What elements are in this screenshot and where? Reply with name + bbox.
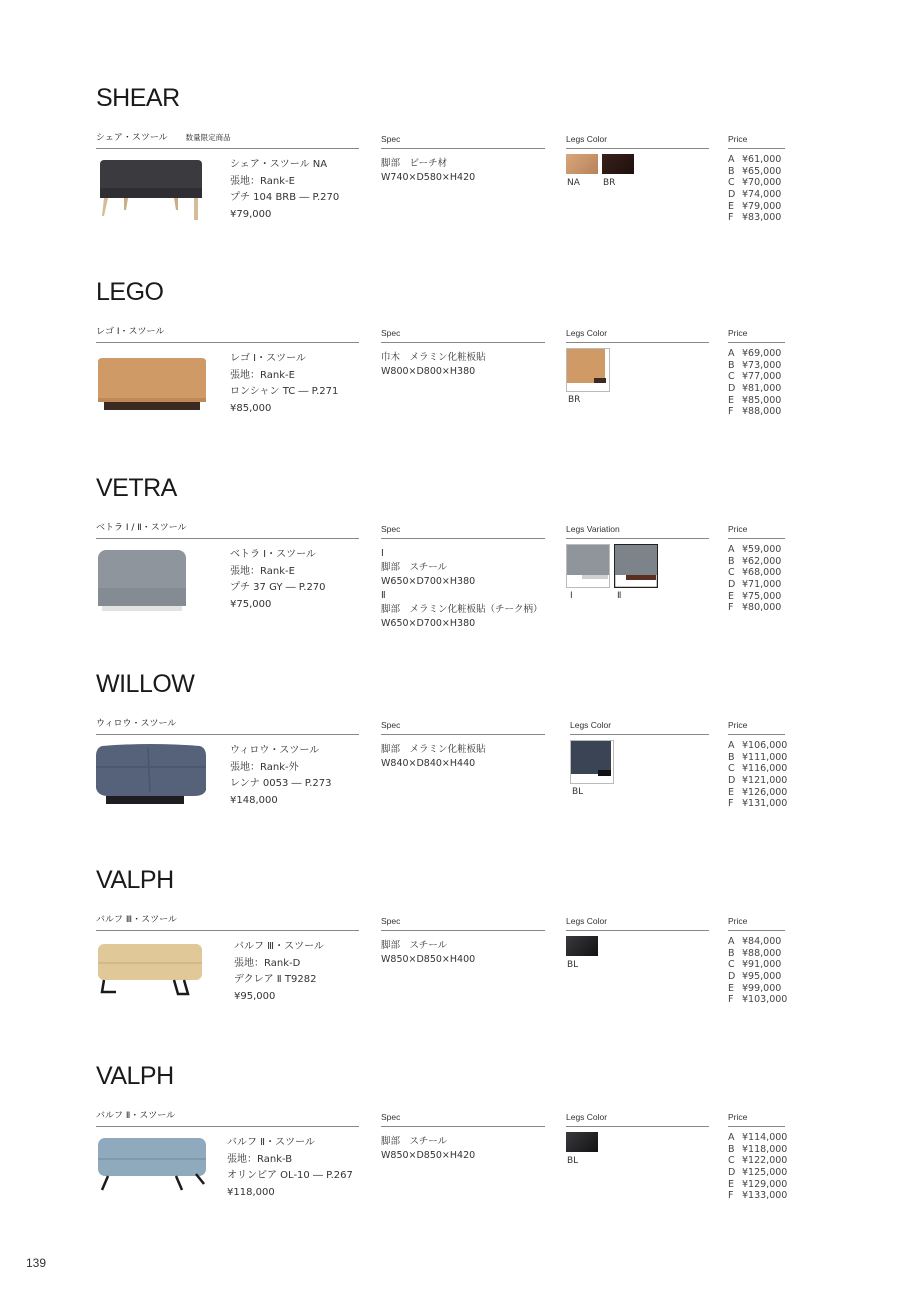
divider xyxy=(96,538,359,539)
product-name: バルフ Ⅱ・スツール xyxy=(227,1137,315,1148)
grade-price: ¥121,000 xyxy=(742,775,788,787)
product-section-valph-ii xyxy=(0,978,915,1202)
divider xyxy=(728,1126,785,1127)
legs-header: Legs Color xyxy=(566,328,608,338)
grade-price: ¥106,000 xyxy=(742,740,788,751)
grade-label: D xyxy=(728,1167,736,1179)
grade-price: ¥116,000 xyxy=(742,763,788,775)
divider xyxy=(381,148,545,149)
grade-price: ¥69,000 xyxy=(742,348,782,359)
grade-price: ¥71,000 xyxy=(742,579,782,591)
product-title: VETRA xyxy=(96,474,177,502)
grade-label: E xyxy=(728,200,735,212)
product-section-valph-iii xyxy=(0,782,915,1006)
product-name: ウィロウ・スツール xyxy=(230,745,320,756)
product-title: WILLOW xyxy=(96,670,195,698)
product-section-shear xyxy=(0,0,915,224)
divider xyxy=(96,148,359,149)
grade-price: ¥80,000 xyxy=(742,602,782,614)
grade-label: A xyxy=(728,544,735,555)
spec-line: W840×D840×H440 xyxy=(381,758,476,769)
swatch-label: BR xyxy=(603,178,616,188)
grade-price: ¥75,000 xyxy=(742,590,782,602)
product-name: レゴ Ⅰ・スツール xyxy=(230,353,306,364)
grade-price: ¥79,000 xyxy=(742,200,782,212)
grade-price: ¥88,000 xyxy=(742,947,782,959)
legs-header: Legs Color xyxy=(566,1112,608,1122)
grade-price: ¥70,000 xyxy=(742,177,782,189)
grade-label: B xyxy=(728,555,735,567)
product-price: ¥148,000 xyxy=(230,794,278,806)
product-price: ¥118,000 xyxy=(227,1186,275,1198)
product-section-lego xyxy=(0,194,915,418)
grade-price: ¥85,000 xyxy=(742,394,782,406)
spec-line: 脚部 メラミン化粧板貼（チーク柄） xyxy=(381,604,543,615)
price-row xyxy=(728,556,781,568)
grade-label: F xyxy=(728,798,734,810)
grade-price: ¥84,000 xyxy=(742,936,782,947)
divider xyxy=(728,734,785,735)
spec-header: Spec xyxy=(381,1112,401,1122)
limited-badge: 数量限定商品 xyxy=(185,133,231,142)
price-row xyxy=(728,959,787,971)
spec-details xyxy=(381,351,486,379)
spec-line: 脚部 スチール xyxy=(381,1136,448,1147)
grade-label: D xyxy=(728,971,736,983)
price-row xyxy=(728,740,787,752)
divider xyxy=(381,1126,545,1127)
spec-line: W650×D700×H380 xyxy=(381,618,476,629)
divider xyxy=(96,342,359,343)
fabric-rank: 張地：Rank-E xyxy=(230,369,295,381)
subtitle-text: シェア・スツール xyxy=(96,133,168,143)
legs-header: Legs Color xyxy=(566,134,608,144)
product-subtitle xyxy=(96,130,231,143)
divider xyxy=(570,734,709,735)
grade-price: ¥99,000 xyxy=(742,982,782,994)
divider xyxy=(381,930,545,931)
product-name: バルフ Ⅲ・スツール xyxy=(234,941,324,952)
divider xyxy=(96,734,359,735)
swatch-label: BR xyxy=(568,395,581,405)
spec-details xyxy=(381,157,475,185)
grade-label: A xyxy=(728,740,735,751)
grade-label: C xyxy=(728,177,735,189)
swatch-na xyxy=(566,154,598,174)
grade-label: F xyxy=(728,994,734,1006)
grade-price: ¥88,000 xyxy=(742,406,782,418)
divider xyxy=(381,734,545,735)
price-row xyxy=(728,166,781,178)
product-price: ¥79,000 xyxy=(230,208,272,220)
price-header: Price xyxy=(728,134,748,144)
price-header: Price xyxy=(728,1112,748,1122)
spec-line: Ⅰ xyxy=(381,548,384,559)
fabric-rank: 張地：Rank-B xyxy=(227,1153,293,1165)
grade-label: C xyxy=(728,371,735,383)
grade-label: C xyxy=(728,959,735,971)
price-row xyxy=(728,1167,787,1179)
page-number: 139 xyxy=(26,1256,47,1270)
price-row xyxy=(728,348,781,360)
grade-price: ¥65,000 xyxy=(742,165,782,177)
price-row xyxy=(728,177,781,189)
product-title: LEGO xyxy=(96,278,164,306)
stool-image xyxy=(96,1134,210,1194)
fabric-reference: オリンピア OL-10 ― P.267 xyxy=(227,1170,353,1181)
spec-header: Spec xyxy=(381,524,401,534)
divider xyxy=(566,1126,709,1127)
grade-label: B xyxy=(728,947,735,959)
product-section-willow xyxy=(0,586,915,810)
spec-line: W850×D850×H420 xyxy=(381,1150,476,1161)
price-row xyxy=(728,1190,787,1202)
grade-price: ¥68,000 xyxy=(742,567,782,579)
divider xyxy=(728,342,785,343)
product-price: ¥95,000 xyxy=(234,990,276,1002)
grade-price: ¥74,000 xyxy=(742,189,782,201)
price-row xyxy=(728,1155,787,1167)
product-title: SHEAR xyxy=(96,84,180,112)
price-list xyxy=(728,1132,787,1202)
grade-label: F xyxy=(728,406,734,418)
divider xyxy=(381,538,545,539)
spec-details xyxy=(381,743,486,771)
spec-details xyxy=(381,939,475,967)
grade-label: E xyxy=(728,394,735,406)
grade-price: ¥118,000 xyxy=(742,1143,788,1155)
swatch-label: BL xyxy=(567,960,579,970)
swatch-label: BL xyxy=(572,787,584,797)
variation-label: Ⅱ xyxy=(617,591,622,601)
product-subtitle: レゴ Ⅰ・スツール xyxy=(96,327,165,337)
grade-price: ¥73,000 xyxy=(742,359,782,371)
product-price: ¥75,000 xyxy=(230,598,272,610)
grade-label: F xyxy=(728,212,734,224)
spec-line: 脚部 ビーチ材 xyxy=(381,158,448,169)
price-row xyxy=(728,1132,787,1144)
product-subtitle: ウィロウ・スツール xyxy=(96,719,177,729)
grade-label: A xyxy=(728,1132,735,1143)
price-row xyxy=(728,154,781,166)
grade-price: ¥83,000 xyxy=(742,212,782,224)
grade-price: ¥77,000 xyxy=(742,371,782,383)
product-section-vetra xyxy=(0,390,915,629)
grade-price: ¥111,000 xyxy=(742,751,788,763)
divider xyxy=(566,148,709,149)
grade-label: D xyxy=(728,383,736,395)
spec-line: 脚部 スチール xyxy=(381,562,448,573)
divider xyxy=(728,538,785,539)
grade-price: ¥133,000 xyxy=(742,1190,788,1202)
spec-line: 脚部 スチール xyxy=(381,940,448,951)
grade-price: ¥103,000 xyxy=(742,994,788,1006)
grade-price: ¥59,000 xyxy=(742,544,782,555)
grade-label: B xyxy=(728,359,735,371)
fabric-reference: プチ 37 GY ― P.270 xyxy=(230,582,326,593)
grade-price: ¥129,000 xyxy=(742,1178,788,1190)
grade-label: A xyxy=(728,936,735,947)
fabric-rank: 張地：Rank-E xyxy=(230,565,295,577)
price-header: Price xyxy=(728,916,748,926)
grade-price: ¥95,000 xyxy=(742,971,782,983)
legs-header: Legs Variation xyxy=(566,524,620,534)
grade-label: E xyxy=(728,786,735,798)
product-subtitle: バルフ Ⅲ・スツール xyxy=(96,915,177,925)
price-header: Price xyxy=(728,524,748,534)
swatch-bl xyxy=(566,936,598,956)
divider xyxy=(566,538,709,539)
grade-label: B xyxy=(728,1143,735,1155)
spec-header: Spec xyxy=(381,134,401,144)
spec-header: Spec xyxy=(381,916,401,926)
price-row xyxy=(728,752,787,764)
spec-details xyxy=(381,1135,475,1163)
product-title: VALPH xyxy=(96,866,174,894)
divider xyxy=(566,342,709,343)
grade-price: ¥131,000 xyxy=(742,798,788,810)
price-row xyxy=(728,544,781,556)
grade-price: ¥114,000 xyxy=(742,1132,788,1143)
grade-price: ¥125,000 xyxy=(742,1167,788,1179)
grade-label: E xyxy=(728,590,735,602)
product-title: VALPH xyxy=(96,1062,174,1090)
price-row xyxy=(728,1179,787,1191)
price-row xyxy=(728,936,787,948)
grade-label: A xyxy=(728,154,735,165)
swatch-bl xyxy=(570,740,614,784)
grade-price: ¥62,000 xyxy=(742,555,782,567)
swatch-br xyxy=(566,348,610,392)
legs-header: Legs Color xyxy=(570,720,612,730)
fabric-reference: レンナ 0053 ― P.273 xyxy=(230,778,332,789)
fabric-reference: プチ 104 BRB ― P.270 xyxy=(230,192,340,203)
fabric-reference: デクレア Ⅱ T9282 xyxy=(234,974,317,985)
spec-line: W740×D580×H420 xyxy=(381,172,476,183)
price-row xyxy=(728,948,787,960)
spec-line: 脚部 メラミン化粧板貼 xyxy=(381,744,486,755)
price-row xyxy=(728,360,781,372)
fabric-rank: 張地：Rank-D xyxy=(234,957,301,969)
divider xyxy=(728,930,785,931)
divider xyxy=(728,148,785,149)
product-price: ¥85,000 xyxy=(230,402,272,414)
price-row xyxy=(728,371,781,383)
product-details xyxy=(227,1135,353,1201)
product-subtitle: ベトラ Ⅰ / Ⅱ・スツール xyxy=(96,523,187,533)
variation-label: Ⅰ xyxy=(570,591,573,601)
spec-header: Spec xyxy=(381,328,401,338)
grade-label: A xyxy=(728,348,735,359)
price-row xyxy=(728,567,781,579)
grade-label: D xyxy=(728,579,736,591)
grade-label: F xyxy=(728,1190,734,1202)
leg-variation-ii xyxy=(614,544,658,588)
grade-label: C xyxy=(728,1155,735,1167)
divider xyxy=(96,930,359,931)
price-row xyxy=(728,1144,787,1156)
fabric-reference: ロンシャン TC ― P.271 xyxy=(230,386,339,397)
leg-variation-i xyxy=(566,544,610,588)
product-subtitle: バルフ Ⅱ・スツール xyxy=(96,1111,176,1121)
fabric-rank: 張地：Rank-外 xyxy=(230,761,299,773)
grade-label: B xyxy=(728,165,735,177)
divider xyxy=(96,1126,359,1127)
grade-price: ¥61,000 xyxy=(742,154,782,165)
divider xyxy=(566,930,709,931)
spec-line: W800×D800×H380 xyxy=(381,366,476,377)
spec-header: Spec xyxy=(381,720,401,730)
grade-label: C xyxy=(728,763,735,775)
grade-price: ¥91,000 xyxy=(742,959,782,971)
spec-line: W650×D700×H380 xyxy=(381,576,476,587)
grade-price: ¥122,000 xyxy=(742,1155,788,1167)
swatch-label: NA xyxy=(567,178,580,188)
grade-label: C xyxy=(728,567,735,579)
fabric-rank: 張地：Rank-E xyxy=(230,175,295,187)
grade-label: E xyxy=(728,1178,735,1190)
grade-label: F xyxy=(728,602,734,614)
spec-line: W850×D850×H400 xyxy=(381,954,476,965)
price-row xyxy=(728,763,787,775)
grade-label: E xyxy=(728,982,735,994)
legs-header: Legs Color xyxy=(566,916,608,926)
product-name: ベトラ Ⅰ・スツール xyxy=(230,549,316,560)
swatch-br xyxy=(602,154,634,174)
grade-label: D xyxy=(728,775,736,787)
price-header: Price xyxy=(728,720,748,730)
grade-label: D xyxy=(728,189,736,201)
grade-price: ¥81,000 xyxy=(742,383,782,395)
price-header: Price xyxy=(728,328,748,338)
product-name: シェア・スツール NA xyxy=(230,159,328,170)
swatch-bl xyxy=(566,1132,598,1152)
swatch-label: BL xyxy=(567,1156,579,1166)
spec-line: 巾木 メラミン化粧板貼 xyxy=(381,352,486,363)
grade-price: ¥126,000 xyxy=(742,786,788,798)
grade-label: B xyxy=(728,751,735,763)
divider xyxy=(381,342,545,343)
spec-line: Ⅱ xyxy=(381,590,386,601)
